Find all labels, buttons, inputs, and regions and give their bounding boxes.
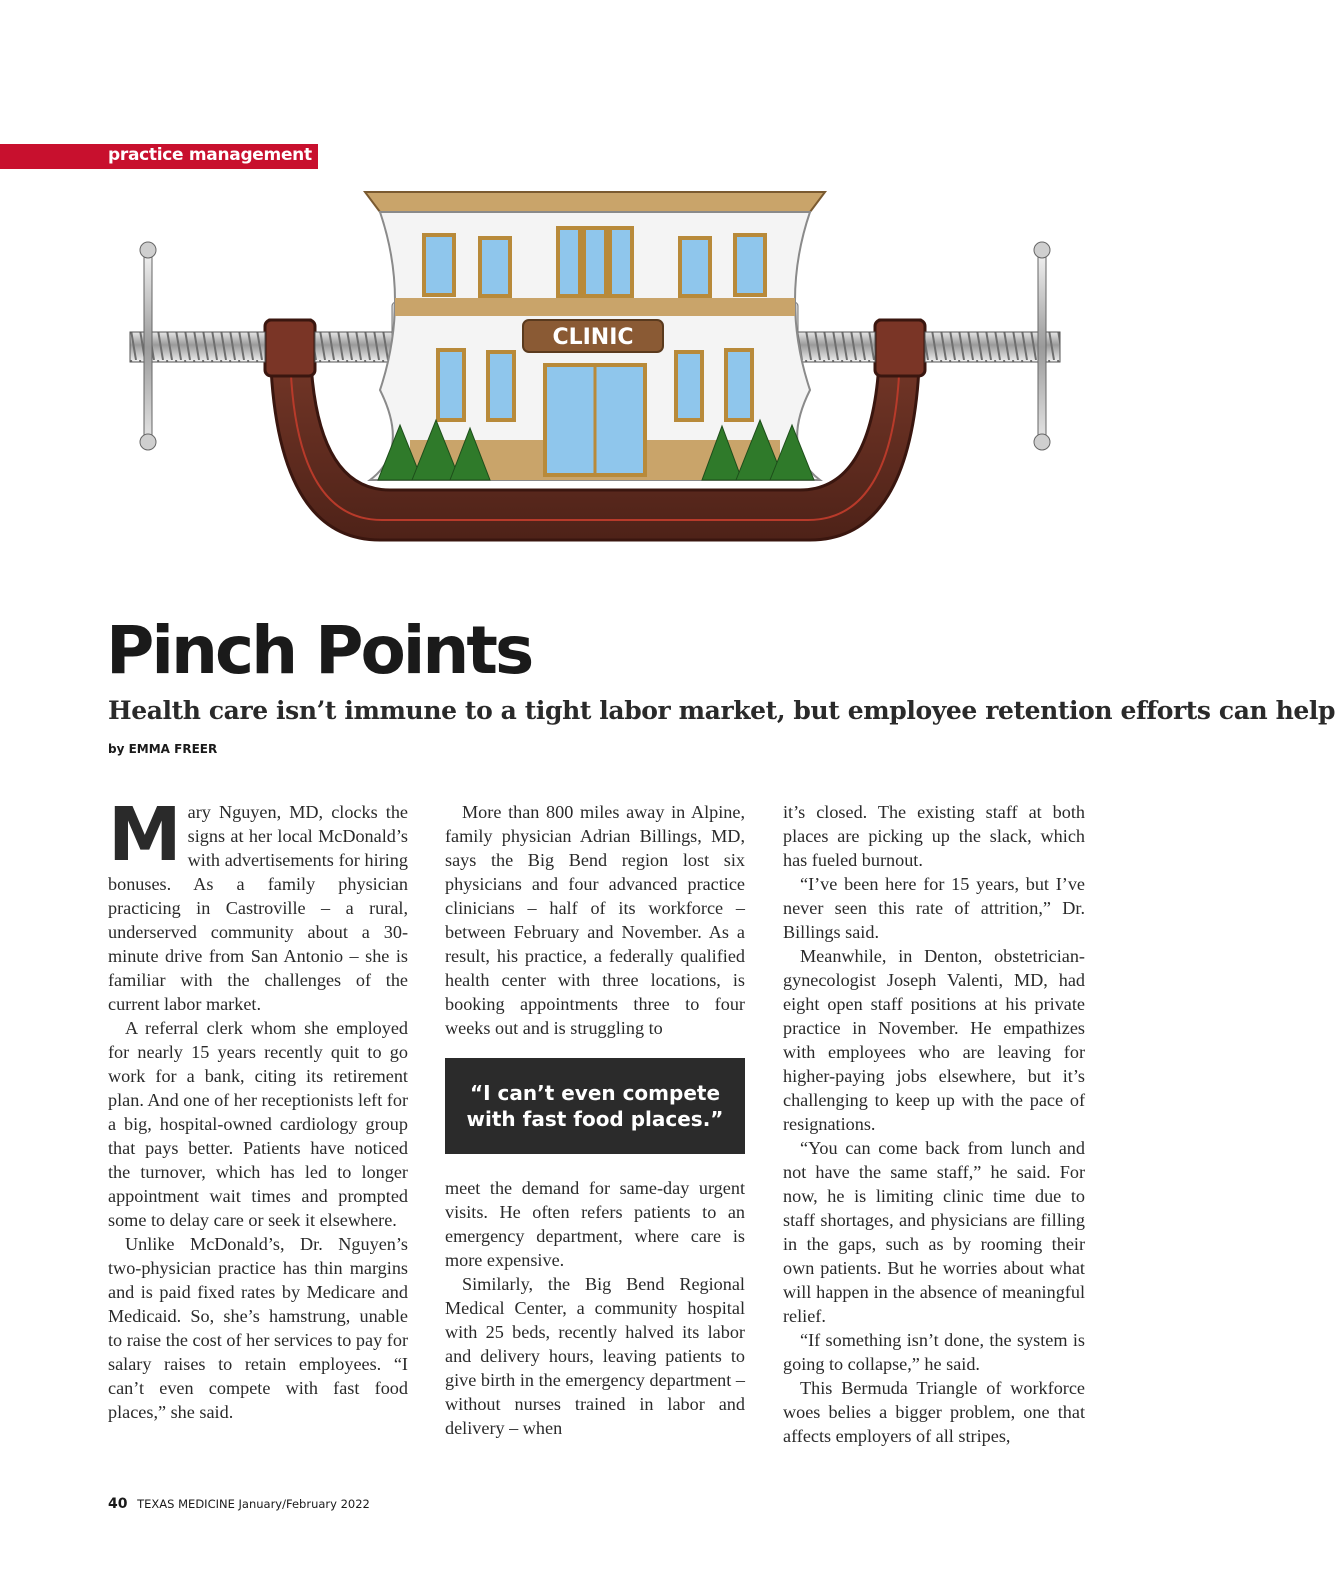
column-1 [108,792,409,1424]
byline: by EMMA FREER [108,742,218,756]
paragraph: meet the demand for same-day urgent visits. He often refers patients to an emergency department, where care is more expensive. [445,1178,745,1270]
paragraph: A referral clerk whom she employed for nearly 15 years recently quit to go work for a bank, citing its retirement plan. And one of her receptionists left for a big, hospital-owned cardiology group that pays better. Patients have noticed the turnover, which has led to longer appointment wait times and prompted some to delay care or seek it elsewhere. [108,1018,409,1230]
deck: Health care isn’t immune to a tight labor market, but employee retention efforts can help [108,696,1335,725]
paragraph: “I’ve been here for 15 years, but I’ve never seen this rate of attrition,” Dr. Billings said. [783,874,1085,942]
paragraph: Meanwhile, in Denton, obstetrician-gynecologist Joseph Valenti, MD, had eight open staff positions at his private practice in November. He empathizes with employees who are leaving for higher-paying jobs elsewhere, but it’s challenging to keep up with the pace of resignations. [783,946,1085,1134]
paragraph: Unlike McDonald’s, Dr. Nguyen’s two-physician practice has thin margins and is paid fixed rates by Medicare and Medicaid. So, she’s hamstrung, unable to raise the cost of her services to pay for salary raises to retain employees. “I can’t even compete with fast food places,” she said. [108,1234,408,1422]
section-tag [0,144,318,169]
paragraph: Similarly, the Big Bend Regional Medical Center, a community hospital with 25 beds, recently halved its labor and delivery hours, leaving patients to give birth in the emergency department – without nurses trained in labor and delivery – when [445,1274,745,1438]
paragraph: “You can come back from lunch and not have the same staff,” he said. For now, he is limiting clinic time due to staff shortages, and physicians are filling in the gaps, such as by rooming their own patients. But he worries about what will happen in the absence of meaningful relief. [783,1138,1085,1326]
paragraph: More than 800 miles away in Alpine, family physician Adrian Billings, MD, says the Big Bend region lost six physicians and four advanced practice clinicians – half of its workforce – between February and November. As a result, his practice, a federally qualified health center with three locations, is booking appointments three to four weeks out and is struggling to [445,802,745,1038]
issue-date: January/February 2022 [238,1497,370,1511]
column-2 [445,800,745,1440]
paragraph: This Bermuda Triangle of workforce woes belies a bigger problem, one that affects employers of all stripes, [783,1378,1085,1446]
paragraph: it’s closed. The existing staff at both places are picking up the slack, which has fueled burnout. [783,802,1085,870]
section-label: practice management [108,145,312,165]
clinic-clamp-illustration [120,180,1070,610]
paragraph: ary Nguyen, MD, clocks the signs at her local McDonald’s with advertisements for hiring bonuses. As a family physician practicing in Castroville – a rural, underserved community about a 30-minute drive from San Antonio – she is familiar with the challenges of the current labor market. [108,802,408,1014]
clinic-sign-text: CLINIC [552,325,634,350]
paragraph: “If something isn’t done, the system is going to collapse,” he said. [783,1330,1085,1374]
page-footer [108,1496,370,1512]
page-number: 40 [108,1496,128,1512]
drop-cap: M [108,792,180,878]
publication-name: TEXAS MEDICINE [137,1497,235,1511]
pull-quote: “I can’t even compete with fast food places.” [445,1058,745,1154]
column-3 [783,800,1085,1448]
headline: Pinch Points [106,612,532,689]
